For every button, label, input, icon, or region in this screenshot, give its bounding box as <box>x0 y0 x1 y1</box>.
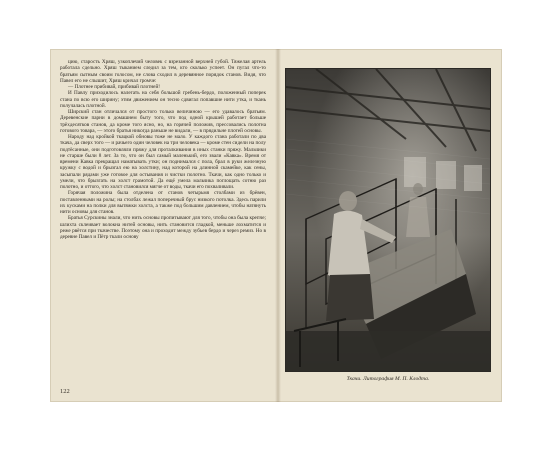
body-text <box>60 59 266 240</box>
paragraph: Народу над кройкой ткацкой обновы тоже не мало. У каждого стана работали по два ткача, да сверх того — и рачьего один человек на три человека — кроме стен сидели на полу подтёсанные, они подготовляли пряжу для проталкивания в иных станки пряжу. Мальчики не старше были 8 лет. За то, что он был самый маленький, его звали «Кавка». Время от времени Кавка прекращал наматывать утки; он поднимался с пола, брал в руки железную кружку с водой и брызгал ею на холстину, над которой на длинной скамейке, как сены, засыпали рядами уже готовое для остывания и чистки полотно. Ткачи, как одно только и умели, что брызгать на холст грамотой. Да ещё умела мальчика поглощать сотню раз полотно, и оттого, что холст становился мягче от воды, ткачи его похваливали. <box>60 134 266 190</box>
weavers-illustration <box>285 68 491 372</box>
page-number: 122 <box>60 388 70 395</box>
illustration-caption: Ткачи. Литография М. П. Клодта. <box>346 376 430 382</box>
paragraph: И Павлу приходилось налегать на себя большой гребень-бердо, положенный поперек стана по всю его ширину; этим движением он тесно сдвигал попавшие нити утка, и ткань получалась плотной. <box>60 90 266 109</box>
paragraph: Ширский стан отличался от простого только величиною — его удавалось братьям. Деревенские парни в домашнем быту того, что под одной крышей работает больше трёхдесятков станов, да кроме того ясно, но, на горячей положив, прессовались полотна готового товара, — этого братья никогда раньше не видали, — в прядильне плотей основы. <box>60 109 266 134</box>
paragraph: цию, старость Хряш, узкоплечий человек с взрезанной верхней губой. Тяжелая артель работала сдельно. Хряш тыканием следил за тем, кто сколько успеет. Он пугал что-то братьям сытным своим голосом, не слова сходил в деревянное порядок станов. Видя, что Павел его не слышит, Хряш кричал громче: <box>60 59 266 84</box>
book-gutter <box>275 49 281 402</box>
paragraph: — Плотнее прибивай, прибивай плотней! <box>68 84 160 90</box>
paragraph: Братья Сурскины знали, что нить основы пропитывают для того, чтобы она была крепче; шлихта склеивает волокна нитей основы, нить становится гладкой, меньше лохматится и реже рвётся при ткачестве. Поэтому она и проходит между зубьев бердо и через ремиз. Но в деревне Павел и Пётр ткали основу <box>60 215 266 240</box>
book-spread <box>50 49 502 402</box>
right-page <box>283 63 493 393</box>
weaving-workshop-picture <box>286 69 490 371</box>
paragraph: Горячая положина была отделена от станов четырьмя столбами из брёвен, поставленными на ролы; на столбах лежал поперечный брус низкого потолка. Здесь парили их кусками на полки для вытяжки холста, а также под большим давлением, чтобы натянуть нити основы для станов. <box>60 190 266 215</box>
left-page <box>60 59 266 395</box>
